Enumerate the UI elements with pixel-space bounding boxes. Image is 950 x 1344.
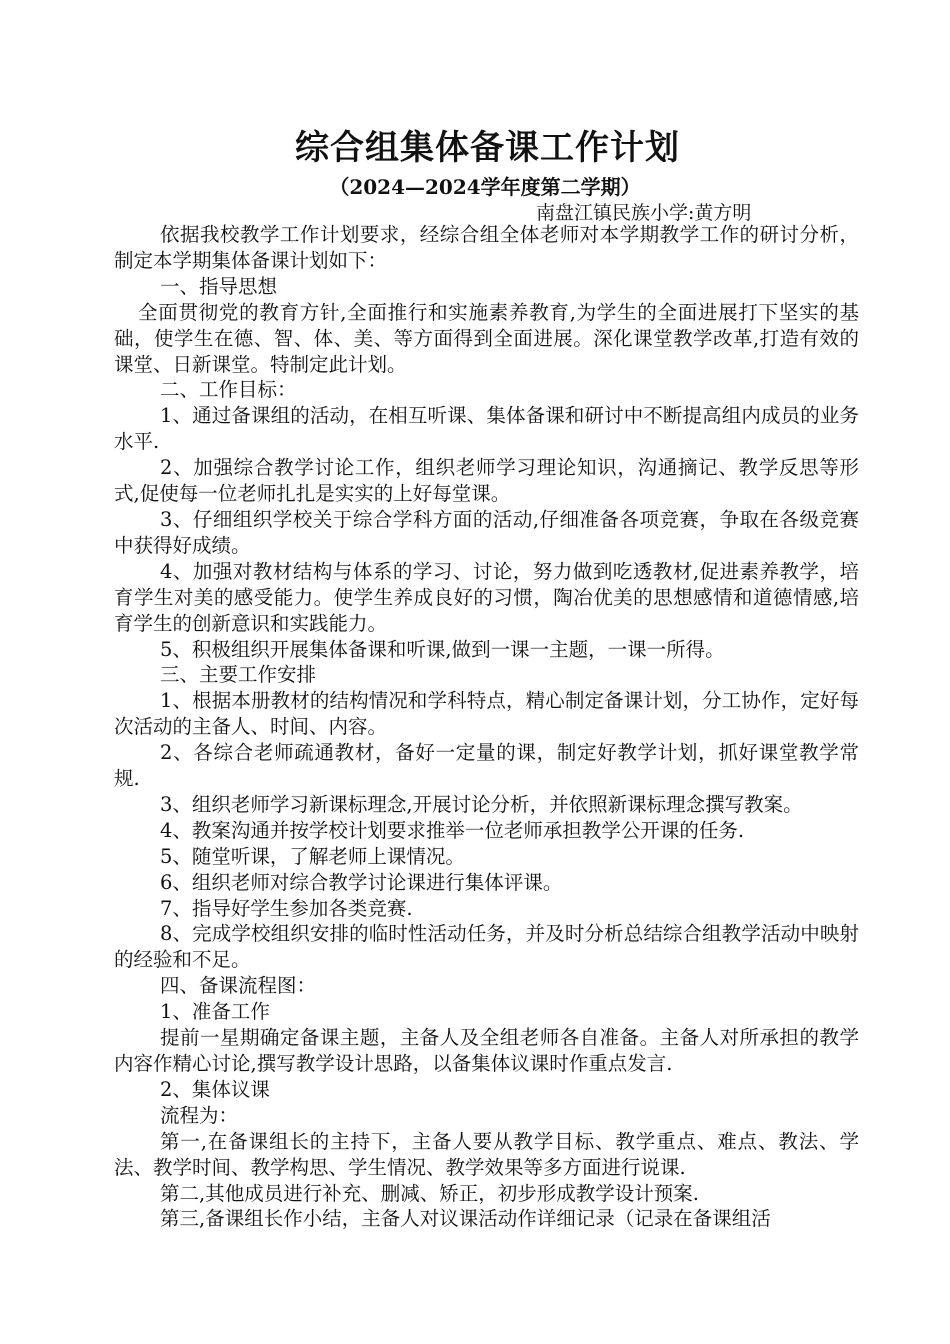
arrangement-item-7: 7、指导好学生参加各类竞赛. bbox=[160, 896, 413, 920]
section-heading-lesson-flow: 四、备课流程图： bbox=[160, 974, 317, 998]
flow-step-1: 第一,在备课组长的主持下，主备人要从教学目标、教学重点、难点、教法、学法、教学时间、教学构思、学生情况、教学效果等多方面进行说课. bbox=[114, 1129, 859, 1179]
flow-step-3: 第三,备课组长作小结，主备人对议课活动作详细记录（记录在备课组活 bbox=[160, 1207, 771, 1231]
goal-item-5: 5、积极组织开展集体备课和听课,做到一课一主题，一课一所得。 bbox=[160, 637, 725, 661]
flow-heading-group-discussion: 2、集体议课 bbox=[160, 1077, 270, 1101]
arrangement-item-5: 5、随堂听课，了解老师上课情况。 bbox=[160, 844, 465, 868]
paragraph-preparation: 提前一星期确定备课主题，主备人及全组老师各自准备。主备人对所承担的教学内容作精心讨论,撰写教学设计思路，以备集体议课时作重点发言. bbox=[114, 1026, 859, 1075]
section-heading-guiding-ideology: 一、指导思想 bbox=[160, 274, 278, 298]
flow-step-2: 第二,其他成员进行补充、删减、矫正，初步形成教学设计预案. bbox=[160, 1181, 699, 1205]
goal-item-2: 2、加强综合教学讨论工作，组织老师学习理论知识，沟通摘记、教学反思等形式,促使每一位老师扎扎是实实的上好每堂课。 bbox=[114, 456, 859, 506]
arrangement-item-4: 4、教案沟通并按学校计划要求推举一位老师承担教学公开课的任务. bbox=[160, 818, 745, 842]
goal-item-4: 4、加强对教材结构与体系的学习、讨论，努力做到吃透教材,促进素养教学，培育学生对美的感受能力。使学生养成良好的习惯，陶冶优美的思想感情和道德情感,培育学生的创新意识和实践能力。 bbox=[114, 559, 859, 635]
intro-paragraph: 依据我校教学工作计划要求，经综合组全体老师对本学期教学工作的研讨分析，制定本学期集体备课计划如下： bbox=[114, 223, 859, 272]
arrangement-item-3: 3、组织老师学习新课标理念,开展讨论分析，并依照新课标理念撰写教案。 bbox=[160, 792, 803, 816]
document-author: 南盘江镇民族小学:黄方明 bbox=[536, 202, 752, 224]
paragraph-flow-label: 流程为： bbox=[160, 1103, 239, 1127]
arrangement-item-1: 1、根据本册教材的结构情况和学科特点，精心制定备课计划，分工协作，定好每次活动的主备人、时间、内容。 bbox=[114, 689, 859, 739]
arrangement-item-2: 2、各综合老师疏通教材，备好一定量的课，制定好教学计划，抓好课堂教学常规. bbox=[114, 741, 859, 791]
document-body bbox=[114, 222, 859, 1232]
section-heading-work-goals: 二、工作目标： bbox=[160, 378, 297, 402]
arrangement-item-6: 6、组织老师对综合教学讨论课进行集体评课。 bbox=[160, 870, 563, 894]
goal-item-1: 1、通过备课组的活动，在相互听课、集体备课和研讨中不断提高组内成员的业务水平. bbox=[114, 404, 859, 454]
document-title: 综合组集体备课工作计划 bbox=[295, 128, 680, 168]
flow-heading-preparation: 1、准备工作 bbox=[160, 1000, 270, 1024]
document-subtitle: （2024—2024学年度第二学期） bbox=[329, 175, 641, 199]
arrangement-item-8: 8、完成学校组织安排的临时性活动任务，并及时分析总结综合组教学活动中映射的经验和不足。 bbox=[114, 922, 859, 972]
goal-item-3: 3、仔细组织学校关于综合学科方面的活动,仔细准备各项竞赛，争取在各级竞赛中获得好成绩。 bbox=[114, 507, 859, 557]
section-heading-main-arrangements: 三、主要工作安排 bbox=[160, 663, 317, 687]
paragraph-guiding-ideology: 全面贯彻党的教育方针,全面推行和实施素养教育,为学生的全面进展打下坚实的基础，使学生在德、智、体、美、等方面得到全面进展。深化课堂教学改革,打造有效的课堂、日新课堂。特制定此计划。 bbox=[114, 300, 859, 376]
